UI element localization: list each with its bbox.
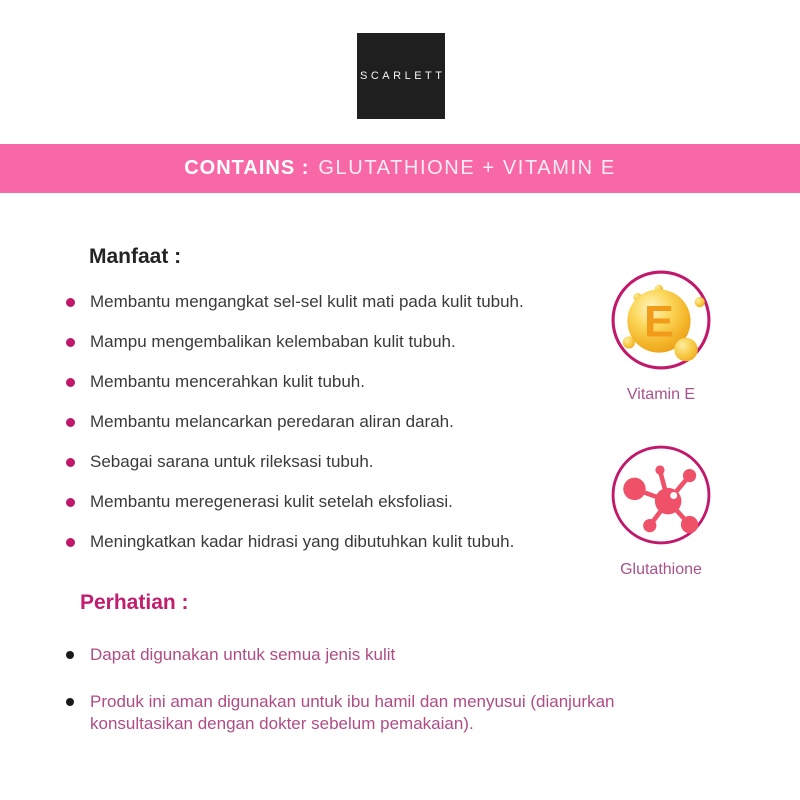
list-item [66, 362, 606, 402]
list-item [66, 522, 606, 562]
bullet-icon [66, 338, 75, 347]
caution-text: Dapat digunakan untuk semua jenis kulit [90, 645, 396, 664]
vitamin-e-letter: E [643, 295, 674, 347]
benefit-text: Sebagai sarana untuk rileksasi tubuh. [90, 452, 374, 471]
benefit-text: Mampu mengembalikan kelembaban kulit tubuh. [90, 332, 456, 351]
list-item [66, 322, 606, 362]
brand-logo [357, 33, 445, 119]
bullet-icon [66, 651, 74, 659]
brand-logo-text: SCARLETT [360, 70, 446, 82]
list-item [66, 282, 606, 322]
glutathione-molecule-icon [610, 444, 712, 546]
glutathione-badge [610, 444, 712, 579]
banner-value: GLUTATHIONE + VITAMIN E [318, 157, 616, 179]
vitamin-e-icon [610, 269, 712, 371]
list-item [66, 482, 606, 522]
bullet-icon [66, 418, 75, 427]
caution-text: Produk ini aman digunakan untuk ibu hamil dan menyusui (dianjurkan konsultasikan dengan dokter sebelum pemakaian). [90, 692, 615, 733]
list-item [66, 402, 606, 442]
bullet-icon [66, 378, 75, 387]
caution-list [66, 644, 626, 760]
list-item [66, 691, 626, 735]
benefit-text: Membantu melancarkan peredaran aliran darah. [90, 412, 454, 431]
benefit-text: Membantu meregenerasi kulit setelah eksfoliasi. [90, 492, 453, 511]
list-item [66, 644, 626, 666]
ingredient-label: Glutathione [620, 561, 702, 578]
vitamin-e-badge [610, 269, 712, 404]
list-item [66, 442, 606, 482]
benefits-list [66, 282, 606, 562]
bullet-icon [66, 538, 75, 547]
benefit-text: Membantu mencerahkan kulit tubuh. [90, 372, 365, 391]
banner-label: CONTAINS : [184, 157, 310, 179]
benefit-text: Membantu mengangkat sel-sel kulit mati pada kulit tubuh. [90, 292, 524, 311]
bullet-icon [66, 498, 75, 507]
contains-banner [0, 144, 800, 193]
caution-heading: Perhatian : [80, 591, 189, 614]
bullet-icon [66, 698, 74, 706]
benefit-text: Meningkatkan kadar hidrasi yang dibutuhkan kulit tubuh. [90, 532, 515, 551]
benefits-heading: Manfaat : [89, 245, 182, 268]
bullet-icon [66, 298, 75, 307]
ingredient-label: Vitamin E [626, 386, 696, 403]
bullet-icon [66, 458, 75, 467]
